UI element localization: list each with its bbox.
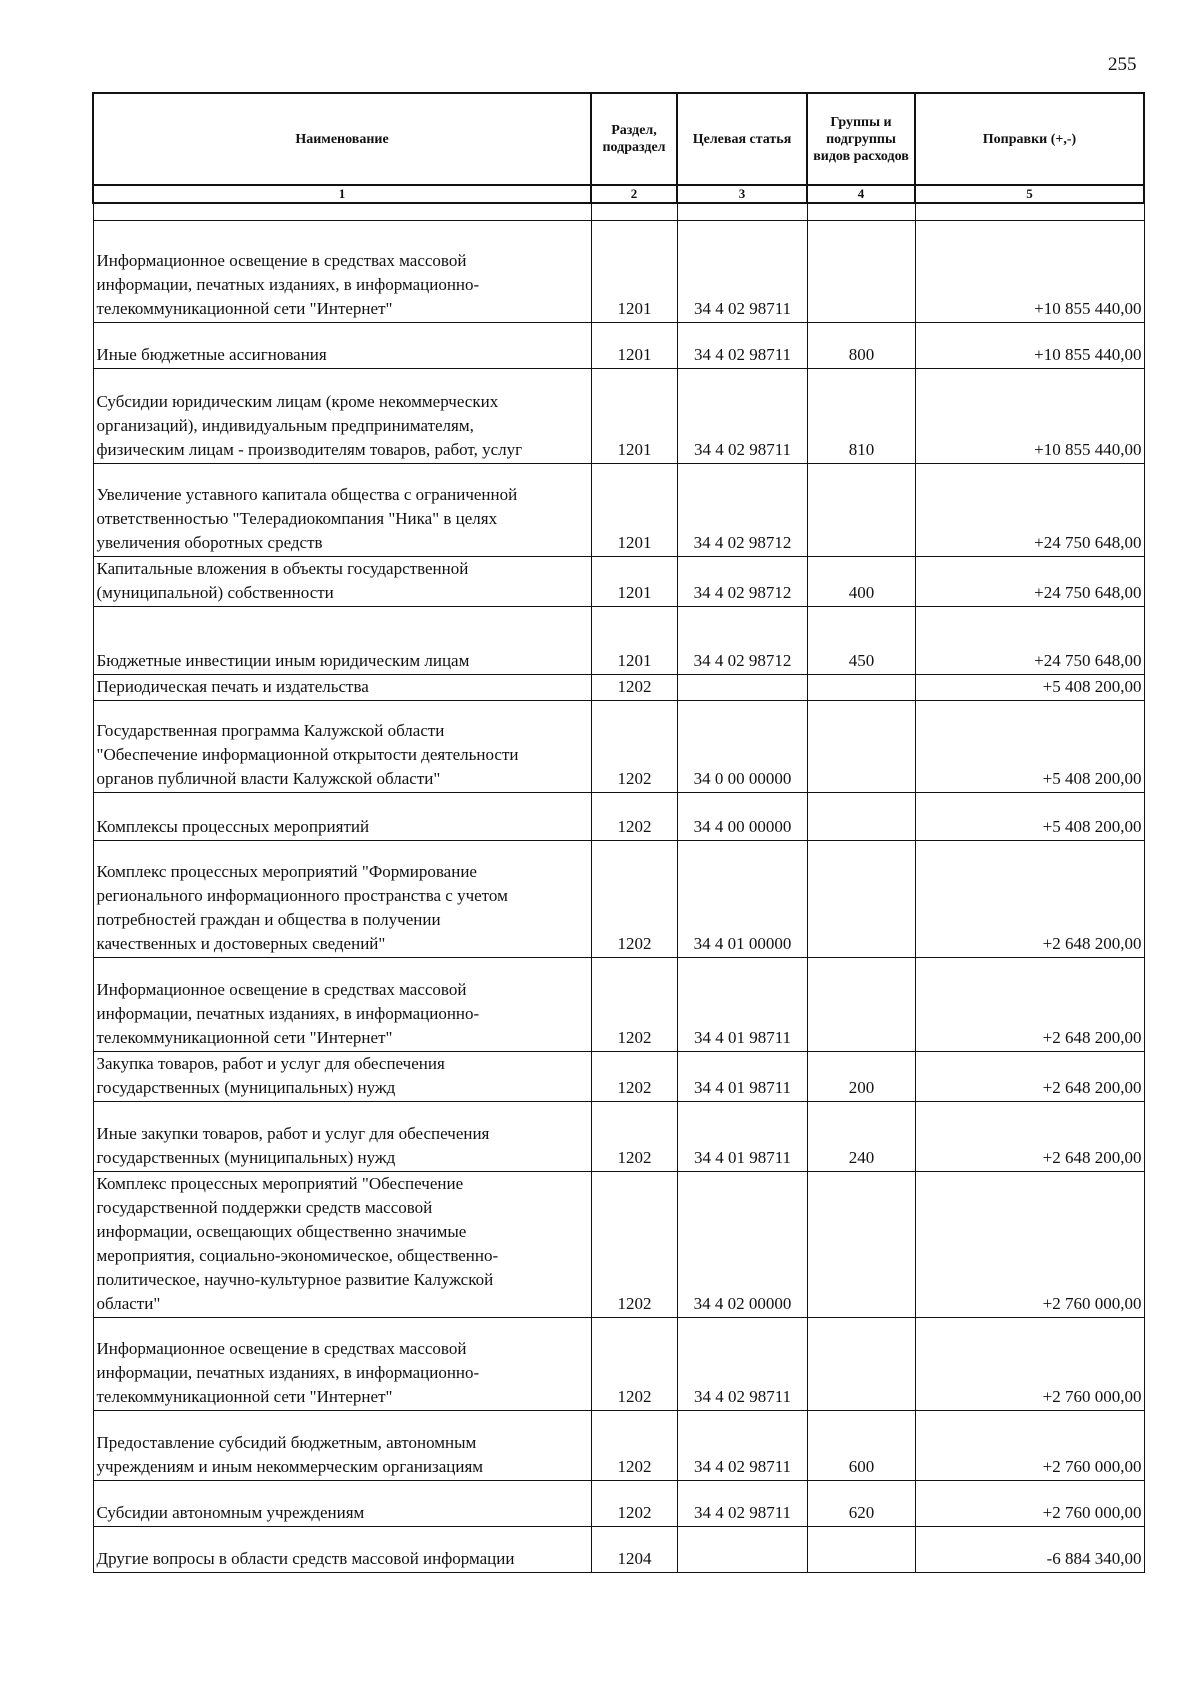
table-row xyxy=(93,958,1144,1052)
row-name: Капитальные вложения в объекты государственной (муниципальной) собственности xyxy=(93,557,591,607)
row-amount: +2 760 000,00 xyxy=(915,1172,1144,1318)
row-section: 1201 xyxy=(591,221,677,323)
row-target: 34 4 02 98712 xyxy=(677,607,807,675)
row-amount: +24 750 648,00 xyxy=(915,557,1144,607)
row-section: 1201 xyxy=(591,464,677,557)
row-name: Комплекс процессных мероприятий "Формирование регионального информационного пространства с учетом потребностей граждан и общества в получении качественных и достоверных сведений" xyxy=(93,841,591,958)
row-section: 1202 xyxy=(591,1052,677,1102)
row-target: 34 4 02 98711 xyxy=(677,1318,807,1411)
row-section: 1202 xyxy=(591,701,677,793)
row-amount: +2 648 200,00 xyxy=(915,1102,1144,1172)
row-section: 1202 xyxy=(591,1102,677,1172)
row-name: Субсидии автономным учреждениям xyxy=(93,1481,591,1527)
table-row xyxy=(93,369,1144,464)
table-row xyxy=(93,1172,1144,1318)
row-target: 34 4 02 98711 xyxy=(677,1481,807,1527)
row-group: 620 xyxy=(807,1481,915,1527)
row-name: Закупка товаров, работ и услуг для обеспечения государственных (муниципальных) нужд xyxy=(93,1052,591,1102)
row-name: Иные бюджетные ассигнования xyxy=(93,323,591,369)
row-section: 1202 xyxy=(591,958,677,1052)
row-group: 450 xyxy=(807,607,915,675)
row-group: 810 xyxy=(807,369,915,464)
table-body xyxy=(93,203,1144,1573)
header-target: Целевая статья xyxy=(677,93,807,185)
table-row xyxy=(93,1527,1144,1573)
row-section: 1202 xyxy=(591,1481,677,1527)
row-group: 600 xyxy=(807,1411,915,1481)
row-target xyxy=(677,675,807,701)
row-target: 34 4 01 98711 xyxy=(677,1102,807,1172)
row-target: 34 0 00 00000 xyxy=(677,701,807,793)
row-group: 400 xyxy=(807,557,915,607)
table-row xyxy=(93,607,1144,675)
row-name: Предоставление субсидий бюджетным, автономным учреждениям и иным некоммерческим организациям xyxy=(93,1411,591,1481)
budget-table xyxy=(92,92,1145,1573)
row-target xyxy=(677,1527,807,1573)
row-name: Комплекс процессных мероприятий "Обеспечение государственной поддержки средств массовой информации, освещающих общественно значимые мероприятия, социально-экономическое, общественно- политическое, научно-культурное развитие Калужской области" xyxy=(93,1172,591,1318)
row-amount: +2 648 200,00 xyxy=(915,1052,1144,1102)
row-name: Государственная программа Калужской области "Обеспечение информационной открытости деятельности органов публичной власти Калужской области" xyxy=(93,701,591,793)
row-amount: +2 648 200,00 xyxy=(915,958,1144,1052)
table-row xyxy=(93,701,1144,793)
header-name: Наименование xyxy=(93,93,591,185)
spacer-row xyxy=(93,203,1144,221)
row-target: 34 4 02 00000 xyxy=(677,1172,807,1318)
row-name: Иные закупки товаров, работ и услуг для обеспечения государственных (муниципальных) нужд xyxy=(93,1102,591,1172)
row-section: 1202 xyxy=(591,841,677,958)
row-name: Информационное освещение в средствах массовой информации, печатных изданиях, в информационно- телекоммуникационной сети "Интернет" xyxy=(93,1318,591,1411)
row-group xyxy=(807,958,915,1052)
header-section: Раздел, подраздел xyxy=(591,93,677,185)
table-row xyxy=(93,557,1144,607)
table-row xyxy=(93,1102,1144,1172)
row-group: 240 xyxy=(807,1102,915,1172)
row-section: 1201 xyxy=(591,557,677,607)
header-groups: Группы и подгруппы видов расходов xyxy=(807,93,915,185)
row-amount: +2 760 000,00 xyxy=(915,1481,1144,1527)
row-group xyxy=(807,1172,915,1318)
row-name: Комплексы процессных мероприятий xyxy=(93,793,591,841)
row-section: 1202 xyxy=(591,1172,677,1318)
row-amount: -6 884 340,00 xyxy=(915,1527,1144,1573)
row-amount: +24 750 648,00 xyxy=(915,464,1144,557)
header-amount: Поправки (+,-) xyxy=(915,93,1144,185)
row-group xyxy=(807,1527,915,1573)
row-amount: +5 408 200,00 xyxy=(915,701,1144,793)
table-row xyxy=(93,1481,1144,1527)
row-name: Субсидии юридическим лицам (кроме некоммерческих организаций), индивидуальным предпринимателям, физическим лицам - производителям товаров, работ, услуг xyxy=(93,369,591,464)
row-target: 34 4 01 98711 xyxy=(677,958,807,1052)
row-amount: +10 855 440,00 xyxy=(915,221,1144,323)
row-name: Информационное освещение в средствах массовой информации, печатных изданиях, в информационно- телекоммуникационной сети "Интернет" xyxy=(93,221,591,323)
table-row xyxy=(93,1411,1144,1481)
row-amount: +2 760 000,00 xyxy=(915,1318,1144,1411)
column-number: 5 xyxy=(915,185,1144,203)
row-section: 1202 xyxy=(591,1411,677,1481)
row-target: 34 4 02 98711 xyxy=(677,221,807,323)
row-name: Другие вопросы в области средств массовой информации xyxy=(93,1527,591,1573)
row-group xyxy=(807,701,915,793)
row-amount: +5 408 200,00 xyxy=(915,793,1144,841)
table-row xyxy=(93,841,1144,958)
row-section: 1201 xyxy=(591,607,677,675)
row-target: 34 4 00 00000 xyxy=(677,793,807,841)
row-amount: +5 408 200,00 xyxy=(915,675,1144,701)
column-number: 2 xyxy=(591,185,677,203)
row-target: 34 4 02 98712 xyxy=(677,557,807,607)
row-name: Увеличение уставного капитала общества с ограниченной ответственностью "Телерадиокомпания "Ника" в целях увеличения оборотных средств xyxy=(93,464,591,557)
column-number: 3 xyxy=(677,185,807,203)
row-group: 200 xyxy=(807,1052,915,1102)
row-target: 34 4 02 98711 xyxy=(677,323,807,369)
row-amount: +10 855 440,00 xyxy=(915,369,1144,464)
table-row xyxy=(93,675,1144,701)
row-amount: +10 855 440,00 xyxy=(915,323,1144,369)
row-amount: +2 648 200,00 xyxy=(915,841,1144,958)
row-section: 1202 xyxy=(591,793,677,841)
table-row xyxy=(93,793,1144,841)
page-number: 255 xyxy=(1108,54,1137,75)
row-group xyxy=(807,1318,915,1411)
row-group xyxy=(807,793,915,841)
row-section: 1201 xyxy=(591,369,677,464)
row-group xyxy=(807,221,915,323)
row-group xyxy=(807,464,915,557)
table-row xyxy=(93,1318,1144,1411)
row-target: 34 4 01 98711 xyxy=(677,1052,807,1102)
row-section: 1202 xyxy=(591,1318,677,1411)
row-section: 1204 xyxy=(591,1527,677,1573)
table-row xyxy=(93,221,1144,323)
row-target: 34 4 01 00000 xyxy=(677,841,807,958)
row-target: 34 4 02 98712 xyxy=(677,464,807,557)
table-row xyxy=(93,464,1144,557)
table-row xyxy=(93,1052,1144,1102)
row-target: 34 4 02 98711 xyxy=(677,1411,807,1481)
row-group xyxy=(807,675,915,701)
row-name: Периодическая печать и издательства xyxy=(93,675,591,701)
row-section: 1202 xyxy=(591,675,677,701)
row-group: 800 xyxy=(807,323,915,369)
row-group xyxy=(807,841,915,958)
column-number: 1 xyxy=(93,185,591,203)
row-name: Бюджетные инвестиции иным юридическим лицам xyxy=(93,607,591,675)
row-section: 1201 xyxy=(591,323,677,369)
row-target: 34 4 02 98711 xyxy=(677,369,807,464)
row-amount: +24 750 648,00 xyxy=(915,607,1144,675)
column-number: 4 xyxy=(807,185,915,203)
table-row xyxy=(93,323,1144,369)
row-name: Информационное освещение в средствах массовой информации, печатных изданиях, в информационно- телекоммуникационной сети "Интернет" xyxy=(93,958,591,1052)
row-amount: +2 760 000,00 xyxy=(915,1411,1144,1481)
